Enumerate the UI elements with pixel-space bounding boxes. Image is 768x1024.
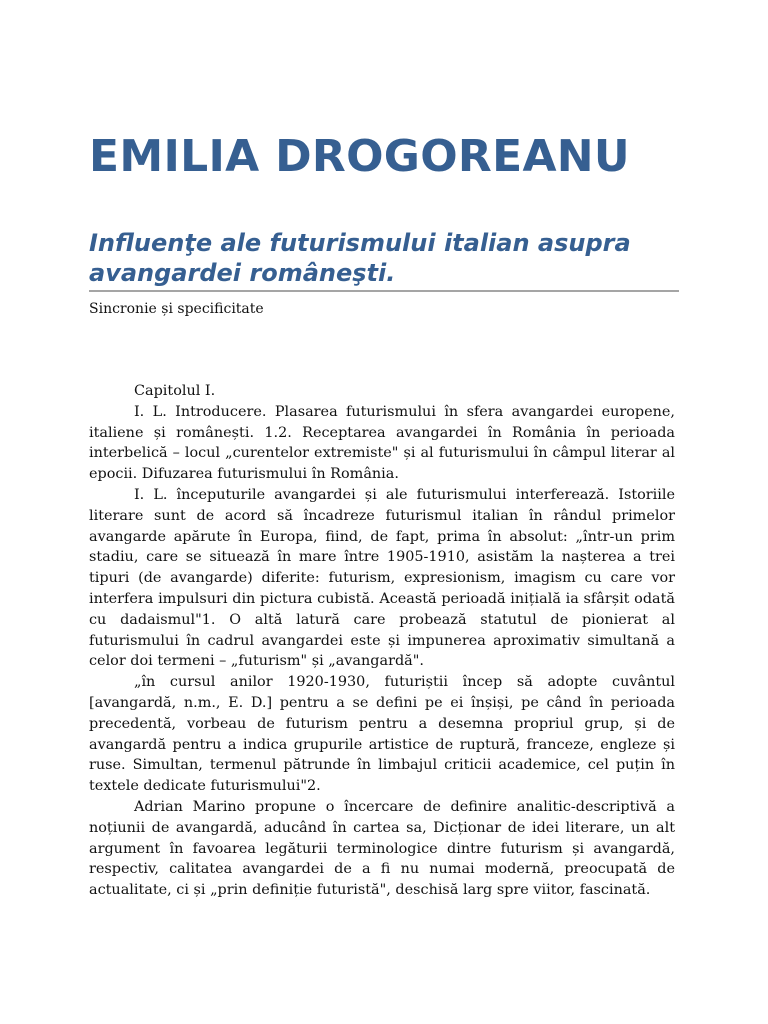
paragraph: I. L. Introducere. Plasarea futurismului în sfera avangardei europene, italiene și românești. 1.2. Receptarea avangardei în România în perioada interbelică – locul „curentelor extremiste" și al futurismului în câmpul literar al epocii. Difuzarea futurismului în România. [89,403,675,483]
paragraph: „în cursul anilor 1920-1930, futuriștii încep să adopte cuvântul [avangardă, n.m., E. D.] pentru a se defini pe ei înșiși, pe când în perioada precedentă, vorbeau de futurism pentru a desemna propriul grup, și de avangardă pentru a indica grupurile artistice de ruptură, franceze, engleze și ruse. Simultan, termenul pătrunde în limbajul criticii academice, cel puțin în textele dedicate futurismului"2. [89,674,675,795]
title-divider [89,290,679,292]
paragraph: Adrian Marino propune o încercare de definire analitic-descriptivă a noțiunii de avangardă, aducând în cartea sa, Dicționar de idei literare, un alt argument în favoarea legăturii terminologice dintre futurism și avangardă, respectiv, calitatea avangardei de a fi nu numai modernă, preocupată de actualitate, ci și „prin definiție futuristă", deschisă larg spre viitor, fascinată. [89,798,675,899]
paragraph: I. L. începuturile avangardei și ale futurismului interferează. Istoriile literare sunt de acord să încadreze futurismul italian în rândul primelor avangarde apărute în Europa, fiind, de fapt, prima în absolut: „într-un prim stadiu, care se situează în mare între 1905-1910, asistăm la nașterea a trei tipuri (de avangarde) diferite: futurism, expresionism, imagism cu care vor interfera impulsuri din pictura cubistă. Această perioadă inițială ia sfârșit odată cu dadaismul"1. O altă latură care probează statutul de pionierat al futurismului în cadrul avangardei este și impunerea aproximativ simultană a celor doi termeni – „futurism" și „avangardă". [89,486,675,670]
subtitle: Sincronie și specificitate [89,301,264,317]
chapter-heading: Capitolul I. [134,383,216,399]
body-text [89,381,675,901]
book-title: Influenţe ale futurismului italian asupra avangardei româneşti. [89,229,631,287]
author-heading: EMILIA DROGOREANU [89,131,630,182]
